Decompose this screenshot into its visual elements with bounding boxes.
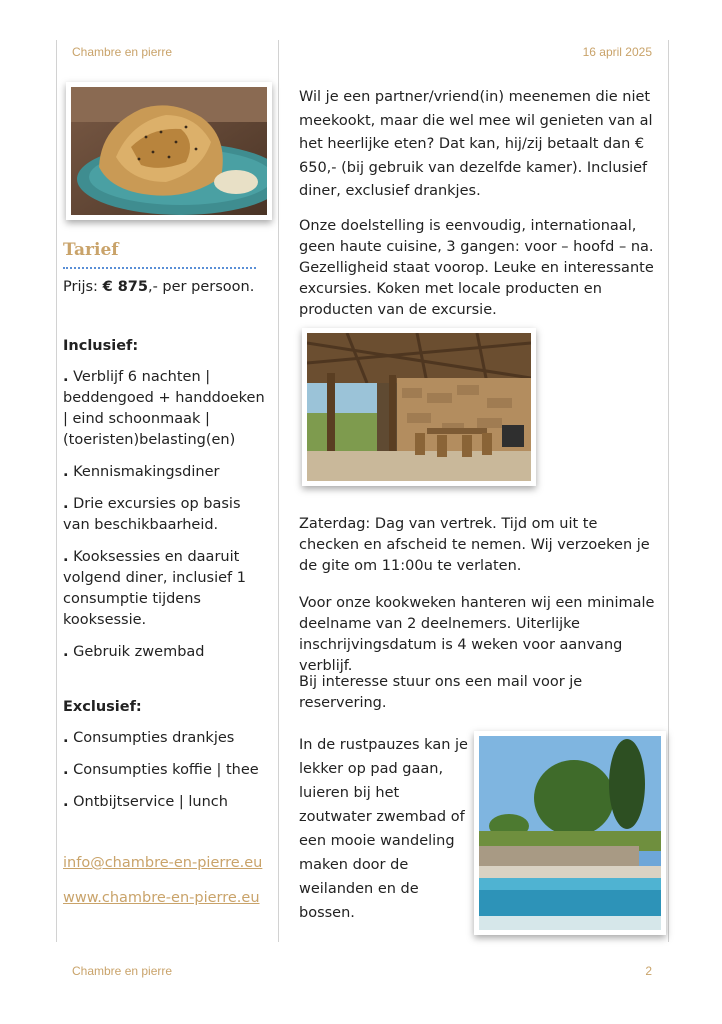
contact-paragraph: Bij interesse stuur ons een mail voor je reservering.	[299, 674, 583, 711]
column-divider-right	[668, 40, 669, 942]
header-date: 16 april 2025	[582, 45, 652, 59]
price-line	[63, 277, 269, 298]
inclusive-item: . Gebruik zwembad	[63, 644, 205, 660]
exclusive-heading: Exclusief:	[63, 699, 142, 715]
column-divider-left	[56, 40, 57, 942]
column-divider-middle	[278, 40, 279, 942]
header-brand: Chambre en pierre	[72, 45, 173, 59]
participants-paragraph: Voor onze kookweken hanteren wij een minimale deelname van 2 deelnemers. Uiterlijke inschrijvingsdatum is 4 weken voor aanvang verblijf.	[299, 595, 655, 674]
goal-paragraph: Onze doelstelling is eenvoudig, internationaal, geen haute cuisine, 3 gangen: voor – hoofd – na. Gezelligheid staat voorop. Leuke en interessante excursies. Koken met locale producten en producten van de excursie.	[299, 218, 654, 318]
price-label: Prijs:	[63, 279, 98, 295]
email-link[interactable]: info@chambre-en-pierre.eu	[63, 855, 263, 871]
departure-paragraph: Zaterdag: Dag van vertrek. Tijd om uit te checken en afscheid te nemen. Wij verzoeken je de gite om 11:00u te verlaten.	[299, 516, 650, 574]
price-suffix: ,- per persoon.	[147, 279, 255, 295]
page-number: 2	[645, 964, 652, 978]
website-link[interactable]: www.chambre-en-pierre.eu	[63, 890, 260, 906]
price-amount: € 875	[102, 279, 148, 295]
exclusive-item: . Consumpties koffie | thee	[63, 762, 259, 778]
leisure-paragraph: In de rustpauzes kan je lekker op pad gaan, luieren bij het zoutwater zwembad of een mooie wandeling maken door de weilanden en de bossen.	[299, 737, 468, 921]
inclusive-heading: Inclusief:	[63, 338, 139, 354]
exclusive-item: . Consumpties drankjes	[63, 730, 235, 746]
inclusive-item: . Drie excursies op basis van beschikbaarheid.	[63, 496, 241, 533]
partner-paragraph: Wil je een partner/vriend(in) meenemen die niet meekookt, maar die wel mee wil genieten van al het heerlijke eten? Dat kan, hij/zij betaalt dan € 650,- (bij gebruik van dezelfde kamer). Inclusief diner, exclusief drankjes.	[299, 89, 653, 199]
left-column	[63, 240, 269, 909]
footer-brand: Chambre en pierre	[72, 964, 173, 978]
pool-photo	[474, 731, 666, 935]
terrace-photo	[302, 328, 536, 486]
food-photo	[66, 82, 272, 220]
inclusive-item: . Kooksessies en daaruit volgend diner, inclusief 1 consumptie tijdens kooksessie.	[63, 549, 246, 628]
inclusive-item: . Verblijf 6 nachten | beddengoed + handdoeken | eind schoonmaak | (toeristen)belasting(en)	[63, 369, 265, 448]
tarief-heading: Tarief	[63, 240, 256, 269]
inclusive-item: . Kennismakingsdiner	[63, 464, 220, 480]
exclusive-item: . Ontbijtservice | lunch	[63, 794, 228, 810]
